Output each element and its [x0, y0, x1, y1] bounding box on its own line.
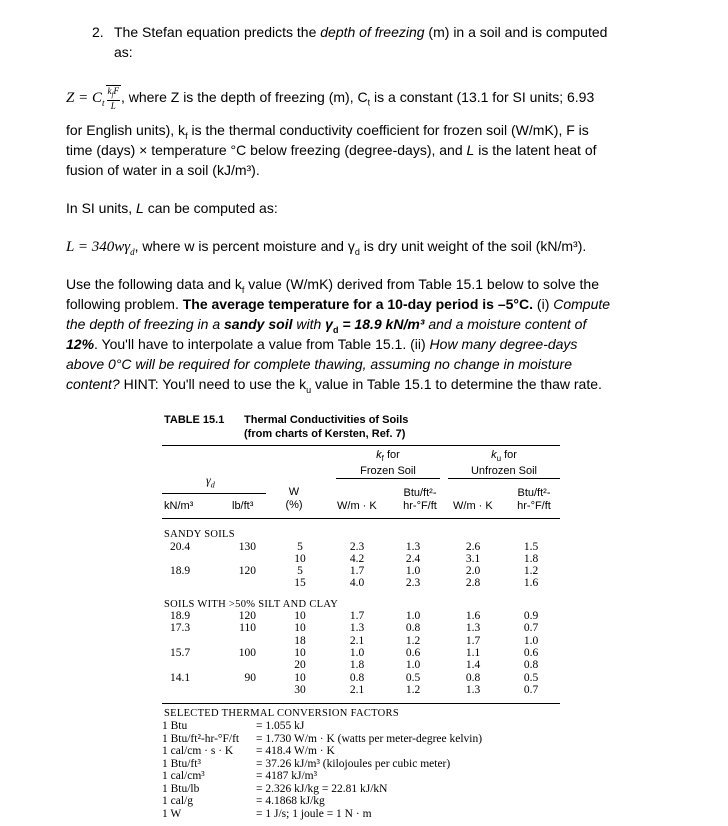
table-cell-w: 10	[294, 646, 306, 659]
table-label: TABLE 15.1	[164, 414, 225, 426]
table-cell-ku_en: 1.8	[523, 553, 539, 565]
table-cell-kf_en: 0.5	[405, 671, 421, 684]
table-cell-kn: 14.1	[170, 671, 191, 684]
conversion-from: 1 Btu/lb	[162, 782, 200, 795]
gamma-header-rule	[162, 493, 266, 494]
unit-wmk-frozen: W/m · K	[337, 500, 377, 512]
unit-kn: kN/m³	[164, 500, 194, 512]
table-cell-kf_en: 0.6	[405, 646, 421, 659]
kf-header: $k_f$ for Frozen Soil	[360, 449, 416, 478]
table-cell-lb: 120	[238, 565, 256, 577]
table-cell-kf_si: 1.8	[349, 659, 365, 672]
conversion-label: SELECTED THERMAL CONVERSION FACTORS	[164, 708, 400, 719]
conversion-to: = 37.26 kJ/m³ (kilojoules per cubic meter)	[256, 757, 451, 770]
conversion-from: 1 W	[162, 807, 182, 820]
table-bottom-rule	[162, 703, 560, 704]
table-cell-kf_en: 1.0	[405, 565, 421, 577]
conversion-to: = 2.326 kJ/kg = 22.81 kJ/kN	[256, 782, 388, 795]
conversion-from: 1 cal/cm · s · K	[162, 745, 234, 757]
table-title: Thermal Conductivities of Soils	[244, 414, 409, 426]
table-cell-kf_en: 2.3	[405, 577, 421, 589]
table-cell-lb: 120	[238, 610, 256, 622]
problem-line-1: Use the following data and $k_f$ value (W/mK) derived from Table 15.1 below to solve the	[66, 276, 599, 295]
question-intro-line2: as:	[114, 44, 133, 60]
table-cell-ku_en: 0.7	[523, 622, 539, 635]
w-header: W (%)	[285, 486, 303, 511]
latent-heat-equation: $L = 340w\gamma_d$	[66, 239, 135, 257]
question-number: 2.	[92, 24, 104, 40]
table-subtitle: (from charts of Kersten, Ref. 7)	[244, 428, 406, 440]
table-cell-ku_en: 1.5	[523, 541, 539, 553]
table-cell-ku_en: 0.8	[523, 659, 539, 672]
z-definition-3: time (days) × temperature °C below freezing (degree-days), and L is the latent heat of	[66, 142, 597, 158]
conversion-from: 1 Btu	[162, 720, 188, 732]
table-cell-ku_si: 1.1	[465, 646, 481, 659]
table-cell-ku_en: 0.5	[523, 671, 539, 684]
table-cell-kf_si: 1.0	[349, 646, 365, 659]
table-cell-kn: 20.4	[170, 541, 191, 553]
table-cell-kf_si: 1.3	[349, 622, 365, 635]
table-cell-kf_en: 0.8	[405, 622, 421, 635]
conversion-to: = 4187 kJ/m³	[256, 770, 318, 782]
table-top-rule	[162, 445, 560, 446]
problem-line-4: 12%. You'll have to interpolate a value from Table 15.1. (ii) How many degree-days	[66, 336, 578, 352]
table-cell-kf_si: 2.1	[349, 683, 365, 696]
table-cell-w: 20	[294, 659, 306, 672]
table-cell-kf_en: 1.2	[405, 634, 421, 647]
z-definition-2: for English units), $k_f$ is the thermal conductivity coefficient for frozen soil (W/mK), F is	[66, 122, 589, 141]
conversion-to: = 1.730 W/m · K (watts per meter-degree kelvin)	[256, 732, 483, 745]
problem-line-5: above 0°C will be required for complete thawing, assuming no change in moisture	[66, 356, 572, 372]
table-cell-w: 10	[294, 553, 306, 565]
table-cell-ku_si: 1.4	[465, 659, 481, 672]
table-cell-kn: 18.9	[170, 610, 191, 622]
conversion-to: = 4.1868 kJ/kg	[256, 795, 325, 807]
latent-heat-equation-line: $L = 340w\gamma_d$, where w is percent moisture and $\gamma_d$ is dry unit weight of the soil (kN/m³).	[66, 238, 587, 257]
table-cell-ku_en: 1.2	[523, 565, 539, 577]
table-cell-w: 5	[297, 541, 303, 553]
table-cell-kn: 17.3	[170, 622, 191, 635]
sandy-soils-label: SANDY SOILS	[164, 529, 235, 540]
problem-line-2: following problem. The average temperature for a 10-day period is –5°C. (i) Compute	[66, 296, 611, 312]
table-cell-kf_en: 1.2	[405, 683, 421, 696]
table-cell-kf_si: 2.1	[349, 634, 365, 647]
table-cell-w: 10	[294, 622, 306, 635]
table-cell-ku_si: 1.3	[465, 622, 481, 635]
table-cell-lb: 90	[244, 671, 256, 684]
conversion-from: 1 cal/g	[162, 795, 193, 807]
conversion-from: 1 Btu/ft²-hr-°F/ft	[162, 732, 240, 745]
kf-header-rule	[336, 478, 440, 479]
table-cell-kf_en: 1.3	[405, 541, 421, 553]
table-cell-kn: 15.7	[170, 646, 191, 659]
table-cell-ku_si: 1.6	[465, 610, 481, 622]
table-cell-lb: 130	[238, 541, 256, 553]
table-cell-kf_en: 2.4	[405, 553, 421, 565]
problem-line-6: content? HINT: You'll need to use the $k_u$ value in Table 15.1 to determine the thaw rate.	[66, 376, 602, 395]
table-cell-ku_en: 1.0	[523, 634, 539, 647]
table-cell-kf_si: 4.2	[349, 553, 365, 565]
unit-lb: lb/ft³	[232, 500, 254, 512]
stefan-equation: $Z = C_t$ $\frac{k_fF}{L}$	[66, 86, 119, 111]
unit-wmk-unfrozen: W/m · K	[453, 500, 493, 512]
gamma-header: $\gamma_d$	[206, 473, 215, 490]
table-cell-kf_si: 0.8	[349, 671, 365, 684]
table-cell-w: 10	[294, 610, 306, 622]
table-cell-kf_en: 1.0	[405, 610, 421, 622]
conversion-to: = 1 J/s; 1 joule = 1 N · m	[256, 807, 372, 820]
table-cell-kf_si: 1.7	[349, 610, 365, 622]
ku-header-rule	[448, 478, 560, 479]
stefan-equation-line: $Z = C_t$ $\frac{k_fF}{L}$ , where Z is the depth of freezing (m), $C_t$ is a constant (13.1 for SI units; 6.93	[66, 86, 595, 111]
table-cell-ku_en: 0.9	[523, 610, 539, 622]
unit-btu-unfrozen: Btu/ft²- hr-°F/ft	[517, 487, 551, 512]
table-cell-ku_si: 1.7	[465, 634, 481, 647]
silt-clay-label: SOILS WITH >50% SILT AND CLAY	[164, 599, 339, 610]
table-cell-ku_si: 0.8	[465, 671, 481, 684]
table-cell-kf_si: 2.3	[349, 541, 365, 553]
conversion-from: 1 Btu/ft³	[162, 757, 201, 770]
table-cell-lb: 110	[239, 622, 256, 635]
conversion-to: = 1.055 kJ	[256, 720, 305, 732]
table-cell-ku_si: 1.3	[465, 683, 481, 696]
table-cell-ku_si: 2.8	[465, 577, 481, 589]
header-bottom-rule	[162, 518, 560, 519]
conversion-to: = 418.4 W/m · K	[256, 745, 335, 757]
conversion-from: 1 cal/cm³	[162, 770, 205, 782]
si-units-line: In SI units, L can be computed as:	[66, 200, 278, 216]
z-definition-4: fusion of water in a soil (kJ/m³).	[66, 162, 260, 178]
table-cell-kn: 18.9	[170, 565, 191, 577]
table-cell-ku_si: 2.0	[465, 565, 481, 577]
unit-btu-frozen: Btu/ft²- hr-°F/ft	[403, 487, 437, 512]
table-cell-w: 5	[297, 565, 303, 577]
table-cell-w: 30	[294, 683, 306, 696]
question-intro: The Stefan equation predicts the depth of freezing (m) in a soil and is computed	[114, 24, 608, 40]
table-cell-ku_en: 1.6	[523, 577, 539, 589]
table-cell-w: 18	[294, 634, 306, 647]
table-cell-ku_en: 0.6	[523, 646, 539, 659]
table-cell-w: 15	[294, 577, 306, 589]
table-cell-ku_si: 2.6	[465, 541, 481, 553]
table-cell-lb: 100	[238, 646, 256, 659]
table-cell-kf_en: 1.0	[405, 659, 421, 672]
table-cell-w: 10	[294, 671, 306, 684]
table-cell-ku_en: 0.7	[523, 683, 539, 696]
table-cell-ku_si: 3.1	[465, 553, 481, 565]
problem-line-3: the depth of freezing in a sandy soil with $\gamma_d = 18.9$ kN/m³ and a moisture content of	[66, 316, 587, 335]
table-cell-kf_si: 4.0	[349, 577, 365, 589]
ku-header: $k_u$ for Unfrozen Soil	[470, 449, 538, 478]
table-cell-kf_si: 1.7	[349, 565, 365, 577]
